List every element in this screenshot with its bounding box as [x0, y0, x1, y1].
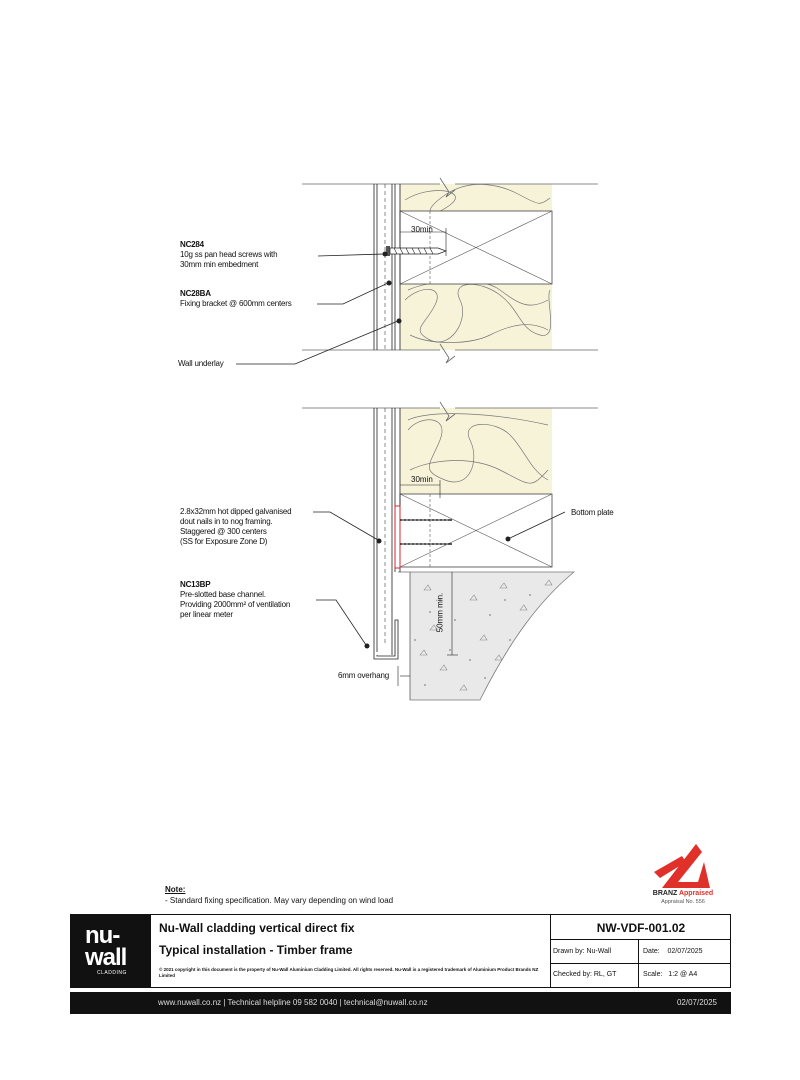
title-block: [70, 914, 731, 988]
note-text: - Standard fixing specification. May vary depending on wind load: [165, 896, 394, 905]
logo-text: nu- wall: [85, 922, 127, 971]
note-heading: Note:: [165, 885, 186, 894]
nuwall-logo: [71, 915, 151, 987]
bracket-label: NC28BA Fixing bracket @ 600mm centers: [180, 289, 292, 308]
copyright: © 2021 copyright in this document is the property of Nu-Wall Aluminium Cladding Limited. All rights reserved. Nu-Wall is a registered trademark of Aluminium Product Brands NZ Limited: [159, 967, 539, 978]
branz-appraisal: Appraisal No. 556: [661, 899, 705, 905]
footer-date: 02/07/2025: [676, 998, 717, 1007]
bottom-plate-label: Bottom plate: [571, 508, 614, 517]
logo-sub: CLADDING: [97, 970, 127, 976]
branz-text: BRANZ Appraised: [652, 890, 714, 897]
date: Date: 02/07/2025: [643, 948, 703, 955]
scale: Scale: 1:2 @ A4: [643, 971, 698, 978]
channel-label: NC13BP Pre-slotted base channel. Providing 2000mm² of ventilation per linear meter: [180, 580, 291, 619]
concrete-slab: [410, 572, 574, 700]
base-channel: [374, 620, 398, 659]
screw-label: NC284 10g ss pan head screws with 30mm min embedment: [180, 240, 278, 269]
dim-top: 30min: [411, 225, 433, 234]
drawing-ref: NW-VDF-001.02: [596, 921, 686, 935]
note: [165, 884, 393, 906]
nail-strip: [395, 506, 400, 568]
checked-by: Checked by: RL, GT: [553, 971, 617, 978]
dim-bottom: 30min: [411, 475, 433, 484]
drawn-by: Drawn by: Nu-Wall: [553, 948, 612, 955]
footer-contact[interactable]: www.nuwall.co.nz | Technical helpline 09 582 0040 | technical@nuwall.co.nz: [158, 998, 428, 1007]
drawing-title: Nu-Wall cladding vertical direct fix: [159, 921, 355, 935]
dim-vertical: 50mm min.: [435, 592, 445, 633]
overhang-label: 6mm overhang: [338, 671, 389, 680]
footer-bar: [70, 992, 731, 1014]
underlay-label: Wall underlay: [178, 359, 224, 368]
nails-label: 2.8x32mm hot dipped galvanised dout nails in to nog framing. Staggered @ 300 centers (SS for Exposure Zone D): [180, 507, 292, 546]
drawing-subtitle: Typical installation - Timber frame: [159, 943, 353, 957]
